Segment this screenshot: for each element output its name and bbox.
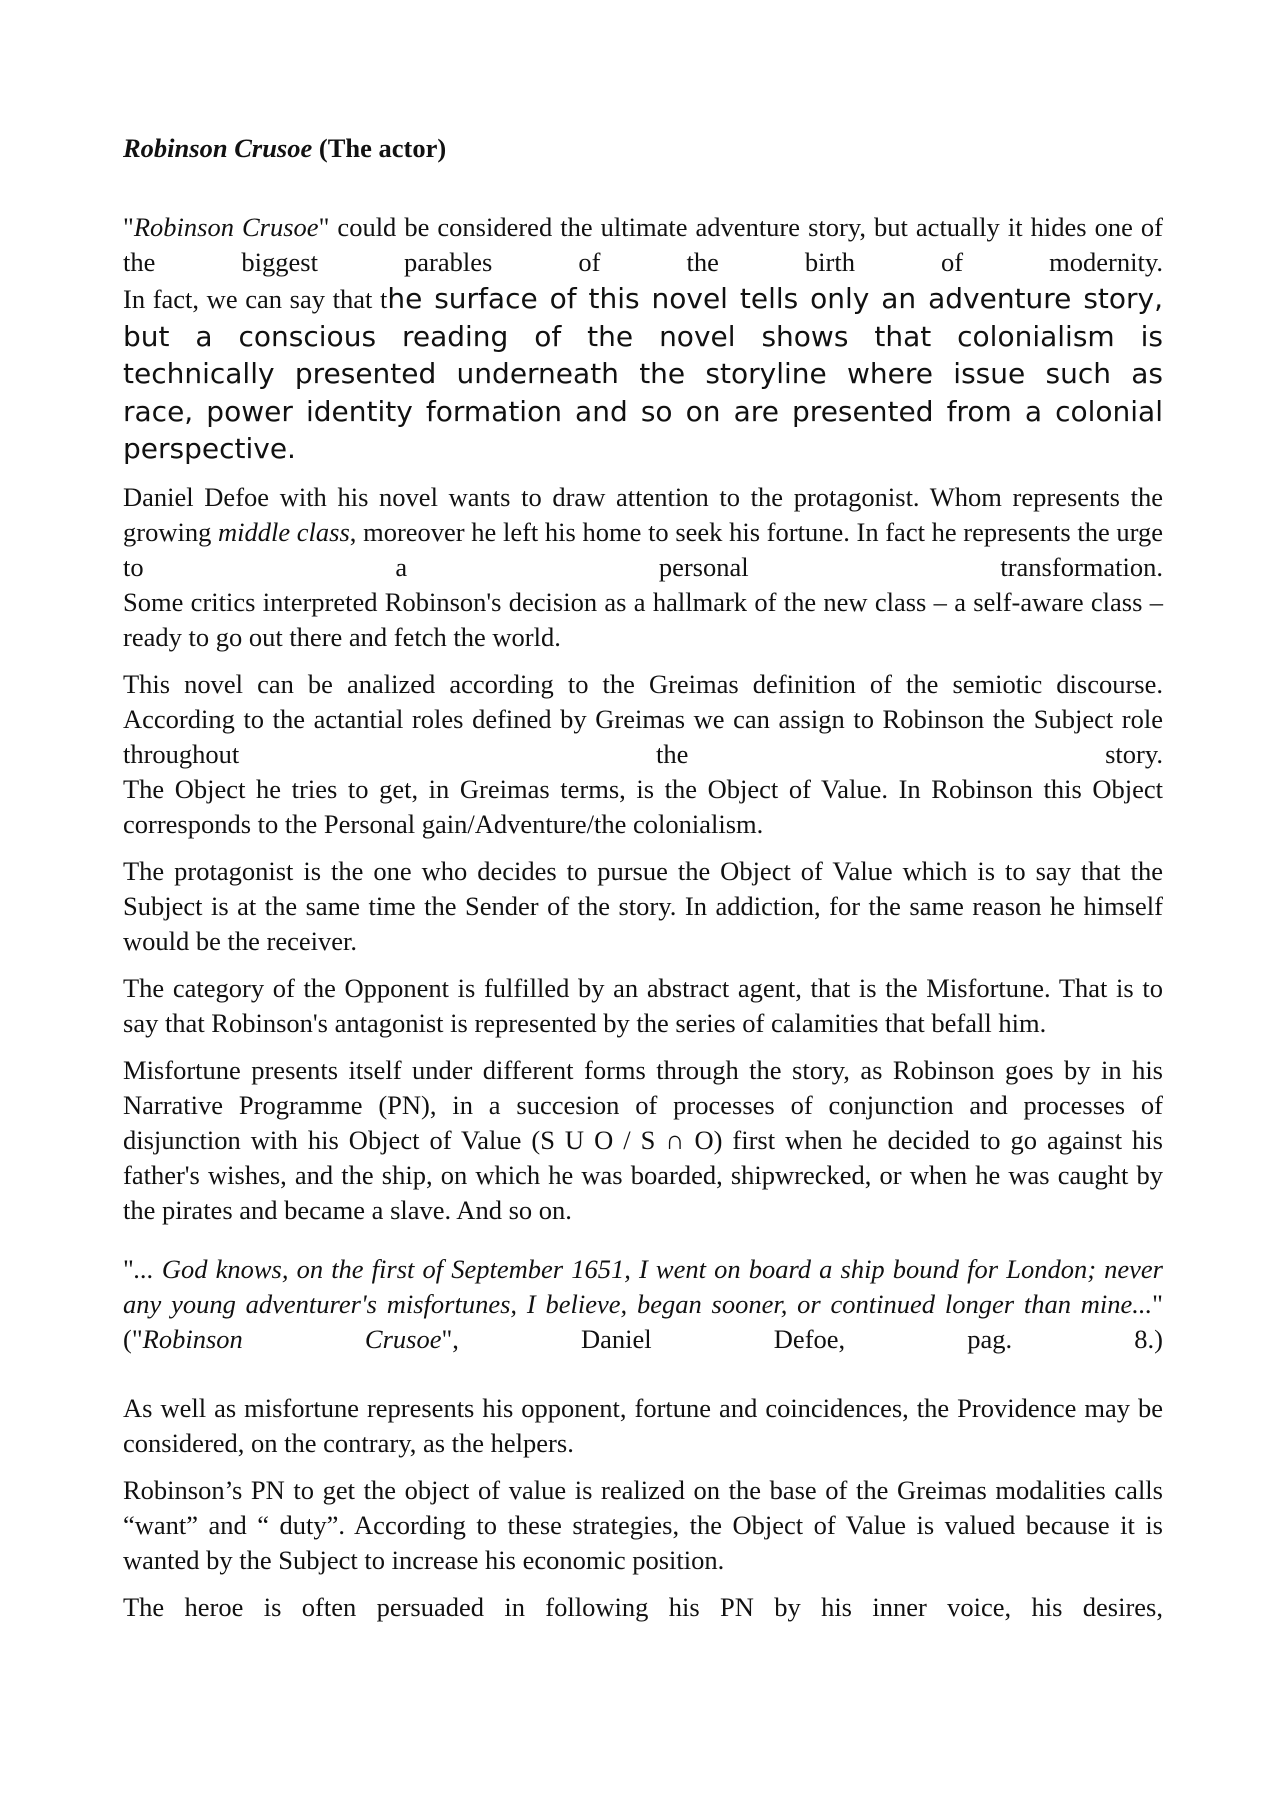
paragraph-9: The heroe is often persuaded in following his PN by his inner voice, his desires,: [123, 1591, 1163, 1622]
document-page: [123, 128, 1163, 1637]
paragraph-8: Robinson’s PN to get the object of value is realized on the base of the Greimas modalities calls “want” and “ duty”. According to these strategies, the Object of Value is valued because it is wanted by the Subject to increase his economic position.: [123, 1474, 1163, 1575]
paragraph-7: As well as misfortune represents his opponent, fortune and coincidences, the Providence may be considered, on the contrary, as the helpers.: [123, 1392, 1163, 1458]
paragraph-1-large-text: he surface of this novel tells only an adventure story, but a conscious reading of the novel shows that colonialism is technically presented underneath the storyline where issue such as race, power identity formation and so on are presented from a colonial perspective.: [123, 282, 1163, 465]
quote-text: ... God knows, on the first of September 1651, I went on board a ship bound for London; never any young adventurer's misfortunes, I believe, began sooner, or continued longer than mine...: [123, 1253, 1163, 1319]
paragraph-4: The protagonist is the one who decides to pursue the Object of Value which is to say that the Subject is at the same time the Sender of the story. In addiction, for the same reason he himself would be the receiver.: [123, 855, 1163, 956]
paragraph-1-text-2: In fact, we can say that t: [123, 284, 388, 314]
paragraph-6: Misfortune presents itself under different forms through the story, as Robinson goes by in his Narrative Programme (PN), in a succesion of processes of conjunction and processes of disjunction with his Object of Value (S U O / S ∩ O) first when he decided to go against his father's wishes, and the ship, on which he was boarded, shipwrecked, or when he was caught by the pirates and became a slave. And so on.: [123, 1054, 1163, 1225]
quote-open: ": [123, 1253, 134, 1284]
paragraph-1: [123, 210, 1163, 468]
paragraph-2: [123, 480, 1163, 655]
paragraph-2-part-2: Some critics interpreted Robinson's decision as a hallmark of the new class – a self-aware class – ready to go out there and fetch the world.: [123, 586, 1163, 652]
paragraph-3-part-2: The Object he tries to get, in Greimas terms, is the Object of Value. In Robinson this Object corresponds to the Personal gain/Adventure/the colonialism.: [123, 773, 1163, 839]
paragraph-5: The category of the Opponent is fulfilled by an abstract agent, that is the Misfortune. That is to say that Robinson's antagonist is represented by the series of calamities that befall him.: [123, 972, 1163, 1038]
citation-book: Robinson Crusoe: [142, 1323, 442, 1354]
citation-rest: ", Daniel Defoe, pag. 8.): [441, 1323, 1163, 1354]
paragraph-2-text-b: , moreover he left his home to seek his fortune. In fact he represents the urge to a personal transformation.: [123, 516, 1164, 582]
title-italic: Robinson Crusoe: [123, 133, 313, 163]
paragraph-3-part-1: This novel can be analized according to the Greimas definition of the semiotic discourse. According to the actantial roles defined by Greimas we can assign to Robinson the Subject role throughout the story.: [123, 668, 1163, 769]
paragraph-2-text-a: Daniel Defoe with his novel wants to draw attention to the protagonist. Whom represents the growing: [123, 481, 1163, 547]
book-title: Robinson Crusoe: [133, 212, 319, 242]
middle-class-text: middle class: [218, 516, 350, 547]
paragraph-3: [123, 667, 1163, 842]
paragraph-1-line-1: [123, 210, 1163, 280]
quote-mark: ": [123, 212, 134, 242]
quotation: [123, 1252, 1163, 1357]
paragraph-1-text: " could be considered the ultimate adventure story, but actually it hides one of the biggest parables of the birth of modernity.: [123, 212, 1163, 277]
section-title: [123, 128, 1163, 168]
quote-close: " (": [123, 1288, 1163, 1354]
quotation-block: [123, 1252, 1163, 1357]
title-rest: (The actor): [312, 133, 447, 163]
paragraph-2-part-1: [123, 480, 1163, 585]
